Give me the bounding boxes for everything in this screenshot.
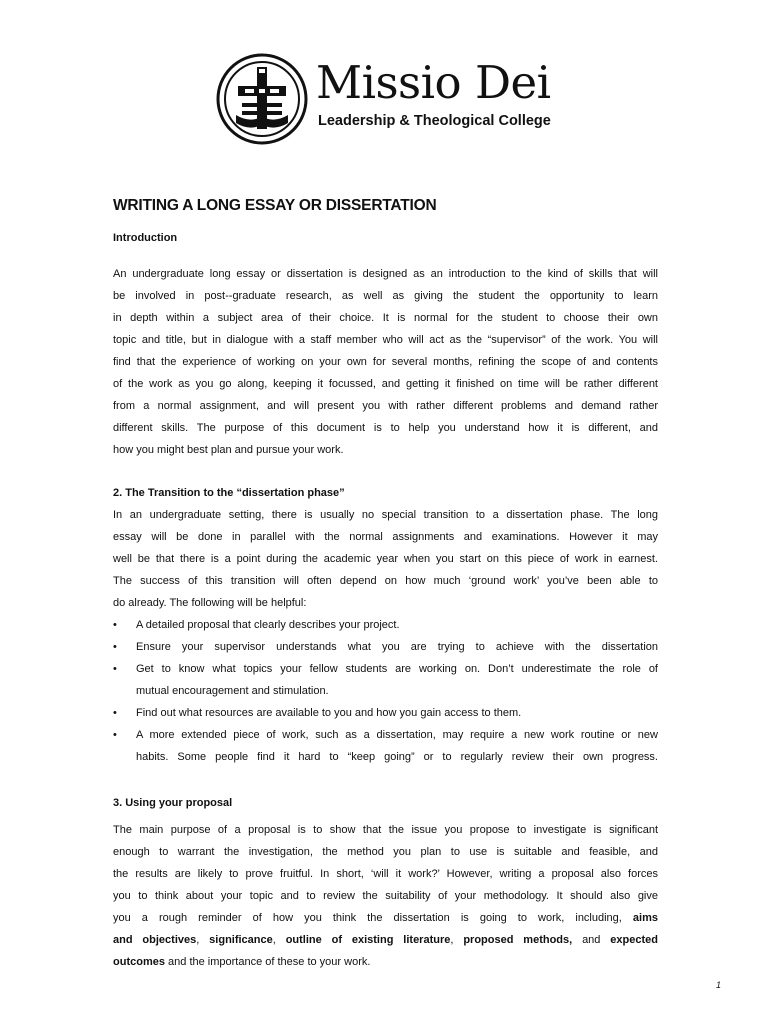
text-line: you to think about your topic and to review the suitability of your methodology. It should also give bbox=[113, 890, 658, 902]
text-line: well be that there is a point during the academic year when you start on this piece of work in earnest. bbox=[113, 553, 658, 565]
text-line bbox=[113, 951, 658, 973]
text-run: expected bbox=[610, 934, 658, 946]
section-2-heading: 2. The Transition to the “dissertation phase” bbox=[113, 487, 345, 499]
college-name: Missio Dei bbox=[316, 56, 551, 109]
list-item bbox=[113, 636, 658, 658]
text-line: topic and title, but in dialogue with a staff member who will act as the “supervisor” of the work. You will bbox=[113, 334, 658, 346]
bullet-icon: • bbox=[113, 619, 117, 631]
text-line: mutual encouragement and stimulation. bbox=[136, 685, 329, 697]
list-item bbox=[113, 724, 658, 768]
text-line: the results are likely to prove fruitful. In short, ‘will it work?’ However, writing a proposal also forces bbox=[113, 868, 658, 880]
bullet-icon: • bbox=[113, 729, 117, 741]
text-run: proposed methods, bbox=[463, 934, 573, 946]
text-line: Get to know what topics your fellow students are working on. Don’t underestimate the role of bbox=[136, 663, 658, 675]
helpful-list bbox=[113, 614, 658, 768]
list-item bbox=[113, 614, 658, 636]
section-3-paragraph bbox=[113, 819, 658, 973]
text-line: enough to warrant the investigation, the method you plan to use is suitable and feasible, and bbox=[113, 846, 658, 858]
intro-heading: Introduction bbox=[113, 232, 178, 244]
section-3-heading: 3. Using your proposal bbox=[113, 797, 233, 809]
text-line: how you might best plan and pursue your work. bbox=[113, 444, 344, 456]
intro-paragraph bbox=[113, 263, 658, 461]
text-line: in depth within a subject area of their choice. It is normal for the student to choose their own bbox=[113, 312, 658, 324]
text-line bbox=[113, 907, 658, 929]
text-run: , bbox=[272, 934, 276, 946]
text-line: from a normal assignment, and will present you with rather different problems and demand rather bbox=[113, 400, 658, 412]
text-line: Ensure your supervisor understands what you are trying to achieve with the dissertation bbox=[136, 641, 658, 653]
list-item bbox=[113, 702, 658, 724]
text-run: you a rough reminder of how you think the dissertation is going to work, including, bbox=[113, 912, 622, 924]
college-seal-icon bbox=[216, 53, 308, 145]
text-line: The main purpose of a proposal is to show that the issue you propose to investigate is significant bbox=[113, 824, 658, 836]
text-line: A more extended piece of work, such as a dissertation, may require a new work routine or new bbox=[136, 729, 658, 741]
text-run: and the importance of these to your work. bbox=[168, 956, 371, 968]
text-line: find that the experience of working on your own for several months, refining the scope of and contents bbox=[113, 356, 658, 368]
text-run: significance bbox=[209, 934, 273, 946]
document-title: WRITING A LONG ESSAY OR DISSERTATION bbox=[113, 197, 437, 214]
text-line: The success of this transition will often depend on how much ‘ground work’ you’ve been able to bbox=[113, 575, 658, 587]
text-line: essay will be done in parallel with the normal assignments and examinations. However it may bbox=[113, 531, 658, 543]
college-subtitle: Leadership & Theological College bbox=[318, 113, 551, 129]
section-2-paragraph bbox=[113, 504, 658, 614]
text-line: do already. The following will be helpful: bbox=[113, 597, 307, 609]
bullet-icon: • bbox=[113, 663, 117, 675]
text-line: be involved in post--graduate research, as well as giving the student the opportunity to learn bbox=[113, 290, 658, 302]
text-line: An undergraduate long essay or dissertation is designed as an introduction to the kind of skills that will bbox=[113, 268, 658, 280]
text-line: Find out what resources are available to you and how you gain access to them. bbox=[136, 707, 522, 719]
text-run: and objectives bbox=[113, 934, 197, 946]
text-run: , bbox=[196, 934, 200, 946]
text-line bbox=[113, 929, 658, 951]
list-item bbox=[113, 658, 658, 702]
text-run: and bbox=[582, 934, 601, 946]
bullet-icon: • bbox=[113, 707, 117, 719]
text-line: In an undergraduate setting, there is usually no special transition to a dissertation phase. The long bbox=[113, 509, 658, 521]
text-run: outcomes bbox=[113, 956, 165, 968]
text-line: of the work as you go along, keeping it focussed, and getting it finished on time will be rather different bbox=[113, 378, 658, 390]
bullet-icon: • bbox=[113, 641, 117, 653]
text-line: A detailed proposal that clearly describes your project. bbox=[136, 619, 400, 631]
text-run: outline of existing literature bbox=[285, 934, 451, 946]
text-run: aims bbox=[632, 912, 658, 924]
text-line: habits. Some people find it hard to “keep going” or to regularly review their own progress. bbox=[136, 751, 658, 763]
college-logo bbox=[216, 53, 576, 145]
text-line: different skills. The purpose of this document is to help you understand how it is different, and bbox=[113, 422, 658, 434]
text-run: , bbox=[450, 934, 454, 946]
page-number: 1 bbox=[716, 980, 722, 990]
